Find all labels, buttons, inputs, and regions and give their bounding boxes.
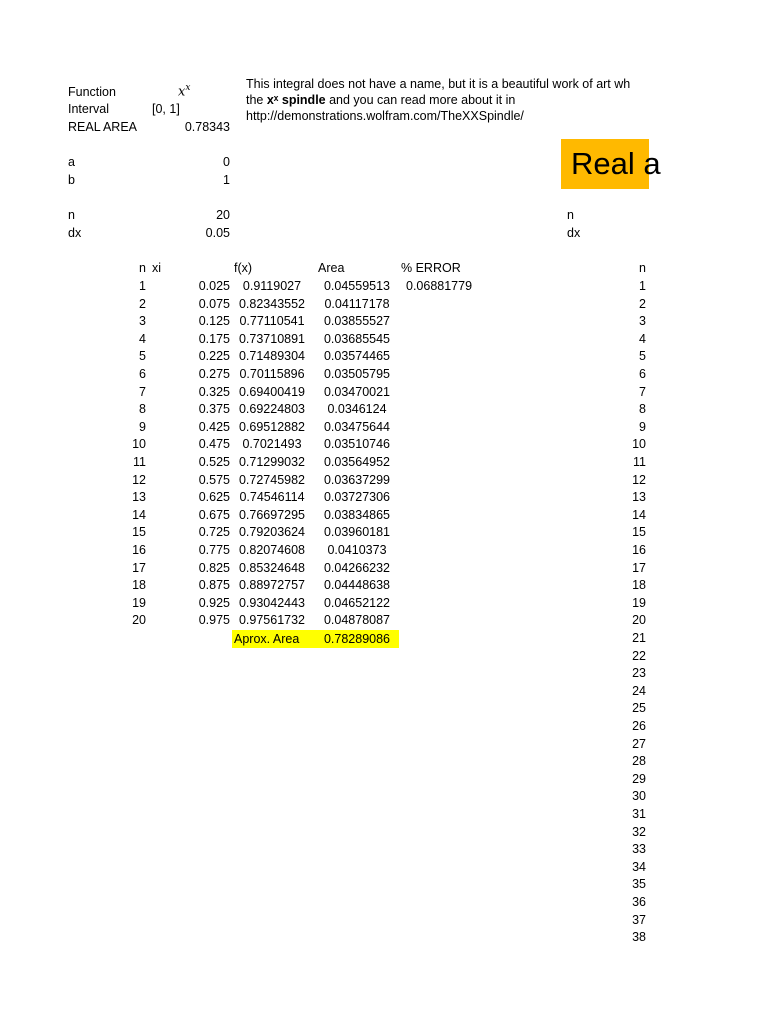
- right-number: 13: [632, 490, 646, 505]
- cell-area: 0.04559513: [323, 279, 391, 293]
- cell-area: 0.04117178: [324, 296, 390, 311]
- cell-n: 4: [139, 331, 146, 346]
- approx-value: 0.78289086: [323, 632, 391, 646]
- b-label: b: [68, 173, 75, 187]
- right-number: 22: [632, 648, 646, 663]
- cell-xi: 0.875: [198, 578, 230, 593]
- cell-area: 0.03960181: [323, 525, 391, 540]
- cell-n: 16: [132, 543, 146, 557]
- right-number: 35: [632, 877, 646, 892]
- cell-area: 0.03855527: [323, 314, 391, 329]
- right-number: 9: [639, 419, 646, 434]
- header-xi: xi: [152, 261, 162, 275]
- right-number: 17: [632, 560, 646, 575]
- right-number: 32: [632, 824, 646, 839]
- cell-fx: 0.72745982: [238, 472, 306, 487]
- cell-xi: 0.425: [198, 419, 230, 434]
- cell-fx: 0.69400419: [238, 384, 306, 399]
- right-number: 25: [632, 701, 646, 716]
- cell-area: 0.03727306: [323, 490, 391, 505]
- note-link[interactable]: http://demonstrations.wolfram.com/TheXXSpindle/: [246, 109, 524, 123]
- cell-fx: 0.69512882: [238, 419, 306, 434]
- cell-area: 0.04652122: [323, 595, 391, 610]
- cell-n: 2: [139, 296, 146, 311]
- cell-n: 18: [132, 578, 146, 593]
- right-dx-label: dx: [567, 226, 581, 240]
- right-number: 38: [632, 930, 646, 945]
- cell-xi: 0.225: [198, 349, 230, 364]
- right-number: 16: [632, 543, 646, 557]
- right-number: 4: [639, 331, 646, 346]
- cell-xi: 0.475: [198, 437, 230, 452]
- right-number: 28: [632, 754, 646, 769]
- cell-area: 0.0410373: [327, 543, 387, 557]
- cell-n: 13: [132, 490, 146, 505]
- cell-xi: 0.125: [198, 314, 230, 329]
- cell-fx: 0.85324648: [238, 560, 306, 575]
- cell-area: 0.04266232: [323, 560, 391, 575]
- interval-value: [0, 1]: [152, 102, 180, 116]
- cell-fx: 0.82074608: [238, 543, 306, 557]
- cell-xi: 0.825: [198, 560, 230, 575]
- cell-xi: 0.675: [198, 507, 230, 522]
- cell-area: 0.03574465: [323, 349, 391, 364]
- real-area-banner: [561, 139, 661, 189]
- cell-xi: 0.275: [198, 367, 230, 381]
- right-number: 26: [632, 719, 646, 733]
- right-number: 27: [632, 736, 646, 751]
- right-number: 30: [632, 789, 646, 804]
- cell-xi: 0.775: [198, 543, 230, 557]
- cell-fx: 0.71489304: [238, 349, 306, 364]
- note-line-1: This integral does not have a name, but it is a beautiful work of art wh: [246, 77, 631, 91]
- cell-n: 9: [139, 419, 146, 434]
- a-value: 0: [223, 155, 230, 169]
- cell-fx: 0.93042443: [238, 595, 306, 610]
- note-line-2: [246, 92, 515, 108]
- cell-fx: 0.71299032: [238, 455, 306, 469]
- cell-xi: 0.725: [198, 525, 230, 540]
- cell-area: 0.03564952: [323, 455, 391, 469]
- cell-fx: 0.73710891: [238, 331, 306, 346]
- cell-area: 0.03470021: [323, 384, 391, 399]
- banner-text: Real a: [571, 146, 661, 181]
- cell-area: 0.03834865: [323, 507, 391, 522]
- right-number: 11: [633, 455, 646, 469]
- cell-fx: 0.97561732: [238, 613, 306, 628]
- cell-xi: 0.575: [198, 472, 230, 487]
- a-label: a: [68, 155, 75, 169]
- cell-n: 19: [132, 595, 146, 610]
- cell-xi: 0.075: [198, 296, 230, 311]
- dx-label: dx: [68, 226, 82, 240]
- right-number: 19: [632, 595, 646, 610]
- right-number: 31: [632, 807, 646, 821]
- n-value: 20: [216, 208, 230, 222]
- cell-fx: 0.9119027: [242, 279, 302, 293]
- right-number: 21: [632, 631, 646, 645]
- right-number: 6: [639, 367, 646, 381]
- cell-xi: 0.025: [198, 279, 230, 293]
- cell-n: 10: [132, 437, 146, 452]
- real-area-value: 0.78343: [184, 120, 230, 134]
- b-value: 1: [223, 173, 230, 187]
- right-number: 24: [632, 683, 646, 698]
- error-value: 0.06881779: [406, 279, 473, 293]
- right-number: 2: [639, 296, 646, 311]
- cell-n: 14: [132, 507, 146, 522]
- interval-label: Interval: [68, 102, 109, 116]
- cell-area: 0.03637299: [323, 472, 391, 487]
- cell-n: 11: [133, 455, 146, 469]
- right-number: 3: [639, 314, 646, 329]
- right-number: 12: [632, 472, 646, 487]
- right-number: 33: [632, 842, 646, 857]
- dx-value: 0.05: [205, 226, 230, 240]
- cell-n: 17: [132, 560, 146, 575]
- right-number: 7: [639, 384, 646, 399]
- right-number: 10: [632, 437, 646, 452]
- cell-n: 1: [139, 279, 146, 293]
- cell-n: 8: [139, 402, 146, 417]
- cell-n: 7: [139, 384, 146, 399]
- cell-n: 12: [132, 472, 146, 487]
- right-number: 14: [632, 507, 646, 522]
- header-n: n: [139, 261, 146, 275]
- cell-n: 15: [132, 525, 146, 540]
- cell-fx: 0.82343552: [238, 296, 306, 311]
- cell-area: 0.03685545: [323, 331, 391, 346]
- cell-xi: 0.925: [198, 595, 230, 610]
- n-label: n: [68, 208, 75, 222]
- right-number: 8: [639, 402, 646, 417]
- cell-fx: 0.74546114: [239, 490, 305, 505]
- approx-label: Aprox. Area: [234, 632, 300, 646]
- right-number: 37: [632, 912, 646, 927]
- cell-fx: 0.70115896: [239, 367, 305, 381]
- header-fx: f(x): [234, 261, 253, 275]
- cell-n: 3: [139, 314, 146, 329]
- cell-fx: 0.7021493: [242, 437, 302, 452]
- cell-xi: 0.525: [198, 455, 230, 469]
- cell-fx: 0.79203624: [238, 525, 306, 540]
- cell-area: 0.03475644: [323, 419, 391, 434]
- cell-fx: 0.76697295: [238, 507, 306, 522]
- function-exponent: x: [185, 83, 191, 93]
- right-number: 20: [632, 613, 646, 628]
- note-line-2-post: and you can read more about it in: [325, 93, 516, 107]
- note-line-2-pre: the: [246, 93, 267, 107]
- cell-fx: 0.69224803: [238, 402, 306, 417]
- right-number: 5: [639, 349, 646, 364]
- right-number: 29: [632, 771, 646, 786]
- cell-area: 0.03505795: [323, 367, 391, 381]
- cell-n: 20: [132, 613, 146, 628]
- right-col-header: n: [639, 261, 646, 275]
- right-number: 23: [632, 666, 646, 681]
- real-area-label: REAL AREA: [68, 120, 138, 134]
- cell-n: 5: [139, 349, 146, 364]
- right-number: 18: [632, 578, 646, 593]
- note-line-2-bold: xˣ spindle: [266, 93, 326, 107]
- function-label: Function: [68, 85, 116, 99]
- right-n-label: n: [567, 208, 574, 222]
- header-area: Area: [318, 261, 345, 275]
- cell-xi: 0.325: [198, 384, 230, 399]
- cell-xi: 0.625: [198, 490, 230, 505]
- cell-n: 6: [139, 367, 146, 381]
- right-number: 15: [632, 525, 646, 540]
- cell-fx: 0.77110541: [239, 314, 305, 329]
- cell-area: 0.0346124: [327, 402, 387, 417]
- cell-area: 0.04878087: [323, 613, 391, 628]
- cell-xi: 0.375: [198, 402, 230, 417]
- cell-xi: 0.975: [198, 613, 230, 628]
- function-formula: [178, 80, 190, 100]
- cell-area: 0.04448638: [323, 578, 391, 593]
- right-number: 36: [632, 895, 646, 909]
- header-error: % ERROR: [401, 261, 461, 275]
- cell-area: 0.03510746: [323, 437, 391, 452]
- cell-fx: 0.88972757: [238, 578, 306, 593]
- function-base: x: [178, 84, 186, 100]
- right-number: 34: [632, 859, 646, 874]
- cell-xi: 0.175: [198, 331, 230, 346]
- right-number: 1: [639, 279, 646, 293]
